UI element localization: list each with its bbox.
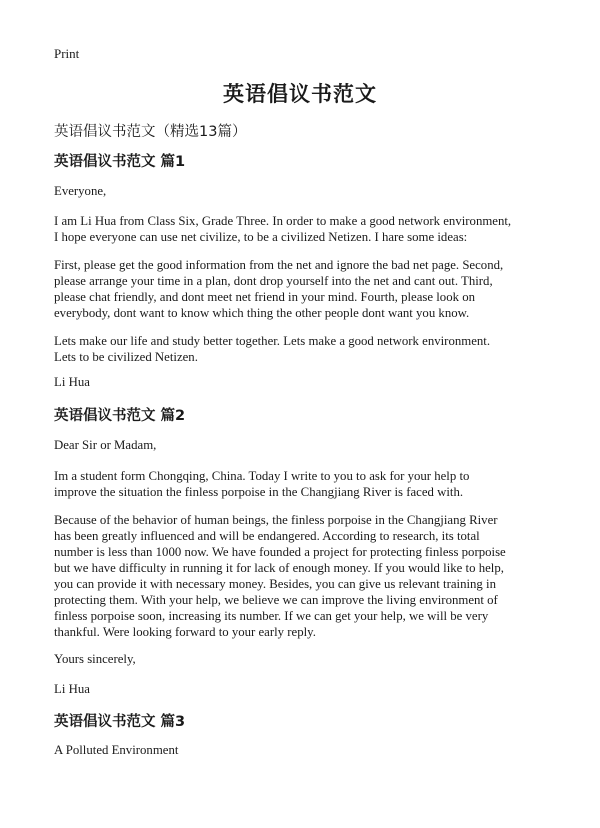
text-line: I am Li Hua from Class Six, Grade Three. In order to make a good network environment, [54, 214, 512, 228]
text-line: protecting them. With your help, we believe we can improve the living environment of [54, 593, 498, 607]
text-line: Yours sincerely, [54, 652, 136, 666]
text-line: number is less than 1000 now. We have founded a project for protecting finless porpoise [54, 545, 506, 559]
text-line: has been greatly influenced and will be endangered. According to research, its total [54, 529, 480, 543]
paragraph [54, 742, 540, 758]
text-line: thankful. Were looking forward to your early reply. [54, 625, 316, 639]
text-line: Li Hua [54, 375, 90, 389]
text-line: Because of the behavior of human beings, the finless porpoise in the Changjiang River [54, 513, 498, 527]
text-line: Lets to be civilized Netizen. [54, 350, 198, 364]
page-title: 英语倡议书范文 [223, 82, 377, 106]
text-line: you can provide it with necessary money. Besides, you can give us relevant training in [54, 577, 496, 591]
paragraph [54, 213, 540, 245]
page-subtitle: 英语倡议书范文（精选13篇） [54, 124, 247, 140]
paragraph [54, 512, 540, 640]
signature [54, 374, 540, 390]
text-line: please arrange your time in a plan, dont drop yourself into the net and cant out. Third, [54, 274, 493, 288]
text-line: Everyone, [54, 184, 107, 198]
text-line: A Polluted Environment [54, 743, 179, 757]
text-line: everybody, dont want to know which thing the other people dont want you know. [54, 306, 470, 320]
paragraph [54, 183, 540, 199]
signature [54, 681, 540, 697]
text-line: Im a student form Chongqing, China. Today I write to you to ask for your help to [54, 469, 470, 483]
text-line: Dear Sir or Madam, [54, 438, 157, 452]
text-line: First, please get the good information from the net and ignore the bad net page. Second, [54, 258, 504, 272]
section-heading-3: 英语倡议书范文 篇3 [54, 714, 186, 730]
closing [54, 651, 540, 667]
text-line: Lets make our life and study better together. Lets make a good network environment. [54, 334, 491, 348]
text-line: but we have difficulty in running it for lack of enough money. If you would like to help, [54, 561, 504, 575]
text-line: I hope everyone can use net civilize, to be a civilized Netizen. I hare some ideas: [54, 230, 468, 244]
paragraph [54, 468, 540, 500]
text-line: Li Hua [54, 682, 90, 696]
paragraph [54, 257, 540, 321]
text-line: finless porpoise soon, increasing its number. If we can get your help, we will be very [54, 609, 489, 623]
section-heading-1: 英语倡议书范文 篇1 [54, 154, 186, 170]
text-line: improve the situation the finless porpoise in the Changjiang River is faced with. [54, 485, 464, 499]
paragraph [54, 333, 540, 365]
section-heading-2: 英语倡议书范文 篇2 [54, 408, 186, 424]
print-link[interactable]: Print [54, 46, 80, 61]
text-line: please chat friendly, and dont meet net friend in your mind. Fourth, please look on [54, 290, 476, 304]
paragraph [54, 437, 540, 453]
